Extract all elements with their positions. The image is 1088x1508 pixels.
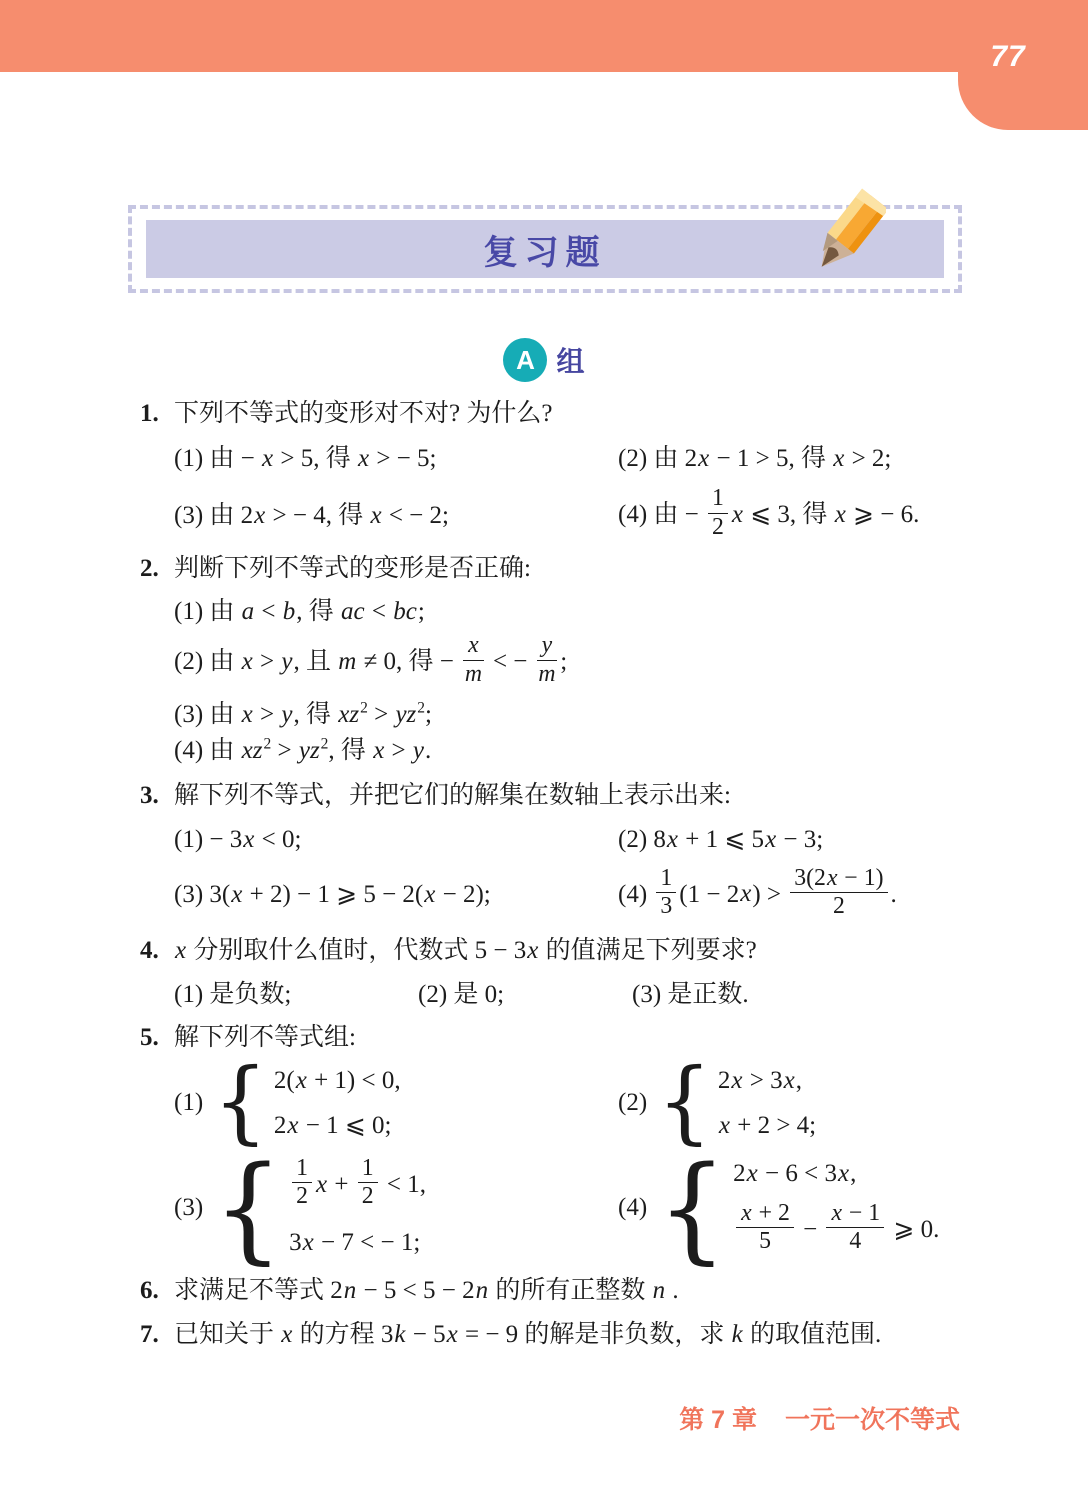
fraction: $\frac{1}{2}$ (358, 1156, 378, 1210)
math-item: (1) − 3x < 0; (174, 826, 302, 854)
problem-title: x 分别取什么值时，代数式 5 − 3x 的值满足下列要求? (175, 936, 757, 964)
item-label: (1) (174, 1089, 204, 1117)
system-brace: { (213, 1140, 284, 1276)
problem-7 (140, 1319, 952, 1352)
item-label: (4) (618, 1194, 648, 1222)
problem-number: 6. (140, 1276, 159, 1304)
problem-6 (140, 1275, 952, 1308)
math-item: (4) 由 − $\frac{1}{2}$ x ⩽ 3, 得 x ⩾ − 6. (618, 485, 920, 540)
problem-title: 解下列不等式组: (174, 1023, 356, 1051)
problem-title: 求满足不等式 2n − 5 < 5 − 2n 的所有正整数 n . (174, 1276, 679, 1304)
group-label: 组 (556, 346, 585, 377)
problem-title: 已知关于 x 的方程 3k − 5x = − 9 的解是非负数，求 k 的取值范围. (174, 1321, 882, 1349)
item-label: (3) (174, 1194, 204, 1222)
problem-number: 4. (140, 936, 159, 964)
problem-title: 判断下列不等式的变形是否正确: (174, 555, 531, 583)
fraction: $\frac{1}{2}$ (292, 1156, 312, 1210)
fraction: $\frac{1}{2}$ (708, 486, 728, 540)
system-brace: { (213, 1049, 268, 1155)
math-row: 2x > 3x, (717, 1066, 802, 1094)
inequality-system (174, 1049, 618, 1155)
math-item: (3) 是正数. (632, 981, 749, 1009)
fraction: $\frac{3(2x - 1)}{2}$ (790, 866, 887, 920)
math-row: $\frac{1}{2}$ x + $\frac{1}{2}$ < 1, (289, 1159, 426, 1213)
math-item: (2) 是 0; (418, 981, 505, 1009)
math-item: (1) 由 − x > 5, 得 x > − 5; (174, 444, 437, 472)
chapter-footer (679, 1400, 960, 1436)
fraction: $\frac{x - 1}{4}$ (826, 1201, 884, 1255)
math-item: (2) 8x + 1 ⩽ 5x − 3; (618, 826, 824, 854)
math-item: (2) 由 x > y, 且 m ≠ 0, 得 − $\frac{x}{m}$ < − $\frac{y}{m}$ ; (174, 632, 568, 687)
math-row: 2(x + 1) < 0, (273, 1066, 401, 1094)
math-row: 3x − 7 < − 1; (289, 1228, 421, 1256)
fraction: $\frac{1}{3}$ (656, 866, 676, 920)
math-item: (3) 由 2x > − 4, 得 x < − 2; (174, 501, 449, 529)
problem-list (140, 398, 952, 1352)
math-item: (4) $\frac{1}{3}$ (1 − 2x) > $\frac{3(2x - 1)}{2}$ . (618, 864, 897, 920)
math-row: 2x − 1 ⩽ 0; (273, 1111, 392, 1139)
problem-number: 7. (140, 1321, 159, 1349)
problem-title: 解下列不等式，并把它们的解集在数轴上表示出来: (174, 781, 731, 809)
math-row: 2x − 6 < 3x, (733, 1159, 857, 1187)
problem-title: 下列不等式的变形对不对? 为什么? (174, 400, 553, 427)
page-header-bar (0, 0, 1088, 72)
fraction: $\frac{x + 2}{5}$ (736, 1201, 794, 1255)
chapter-number: 第 7 章 (679, 1406, 757, 1434)
group-a-badge: A (503, 338, 547, 382)
math-row: $\frac{x + 2}{5}$ − $\frac{x - 1}{4}$ ⩾ 0. (733, 1204, 939, 1258)
math-item: (1) 由 a < b, 得 ac < bc; (174, 597, 425, 625)
problem-5 (140, 1022, 952, 1276)
group-marker (0, 336, 1088, 384)
item-label: (2) (618, 1089, 648, 1117)
problem-number: 1. (140, 400, 159, 427)
math-item: (3) 由 x > y, 得 $xz^2 > yz^2$; (174, 699, 432, 728)
math-item: (2) 由 2x − 1 > 5, 得 x > 2; (618, 444, 892, 472)
math-row: x + 2 > 4; (718, 1111, 817, 1139)
problem-3 (140, 780, 952, 923)
fraction: $\frac{x}{m}$ (464, 632, 482, 687)
inequality-system (618, 1049, 952, 1155)
inequality-system (174, 1140, 618, 1276)
banner-title: 复习题 (483, 233, 607, 272)
inequality-system (618, 1140, 952, 1276)
problem-number: 2. (140, 555, 159, 583)
system-brace: { (657, 1049, 712, 1155)
fraction: $\frac{y}{m}$ (538, 632, 556, 687)
problem-number: 5. (140, 1023, 159, 1051)
system-brace: { (657, 1140, 728, 1276)
math-item: (4) 由 $xz^2 > yz^2$, 得 x > y. (174, 735, 432, 765)
page-number: 77 (990, 40, 1026, 73)
chapter-title: 一元一次不等式 (784, 1406, 960, 1434)
problem-number: 3. (140, 781, 159, 809)
banner (128, 205, 962, 293)
problem-2 (140, 553, 952, 767)
problem-1 (140, 398, 952, 543)
math-item: (1) 是负数; (174, 981, 292, 1009)
problem-4 (140, 935, 952, 1012)
page-number-tab (958, 0, 1088, 130)
math-item: (3) 3(x + 2) − 1 ⩾ 5 − 2(x − 2); (174, 881, 491, 909)
pencil-icon (808, 185, 886, 293)
